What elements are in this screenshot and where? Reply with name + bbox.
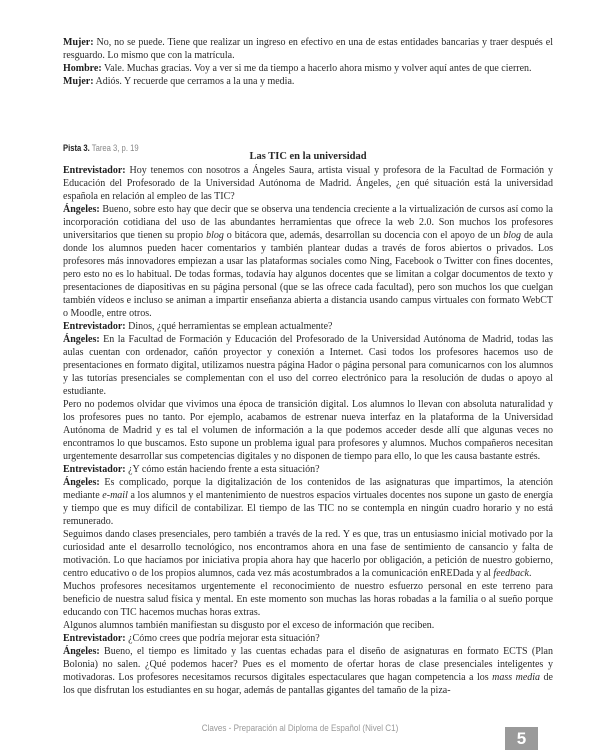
paragraph [63,320,553,333]
speaker-label: Mujer: [63,76,94,87]
paragraph [63,645,553,697]
paragraph-text: Vale. Muchas gracias. Voy a ver si me da tiempo a hacerlo ahora mismo y volver aquí antes de que cierren. [101,63,532,74]
transcript-body [63,164,553,697]
speaker-label: Ángeles: [63,646,100,657]
paragraph-text: ¿Cómo crees que podría mejorar esta situación? [125,633,320,644]
paragraph-text: Muchos profesores necesitamos urgentemente el reconocimiento de nuestro esfuerzo personal en este terreno para beneficio de nuestra salud física y mental. En este momento son muchas las horas robadas a la familia o al sueño porque educando con TIC hacemos muchas horas extras. [63,581,553,618]
paragraph-text: No, no se puede. Tiene que realizar un ingreso en efectivo en una de estas entidades bancarias y traer después el resguardo. Lo mismo que con la matrícula. [63,37,553,61]
speaker-label: Entrevistador: [63,633,126,644]
speaker-label: Ángeles: [63,477,100,488]
paragraph [63,164,553,203]
paragraph-text: Dinos, ¿qué herramientas se emplean actualmente? [125,321,333,332]
paragraph [63,62,553,75]
paragraph-text: Algunos alumnos también manifiestan su disgusto por el exceso de información que reciben. [63,620,435,631]
speaker-label: Entrevistador: [63,464,126,475]
page-number: 5 [505,727,538,750]
paragraph [63,398,553,463]
paragraph-text: En la Facultad de Formación y Educación del Profesorado de la Universidad Autónoma de Madrid, todas las aulas cuentan con ordenador, cañón proyector y conexión a Internet. Casi todos los profesores hacemos uso de presentaciones en formato digital, utilizamos nuestra página Hador o página personal para comunicarnos con los alumnos y las tutorías presenciales se complementan con el uso del correo electrónico para la resolución de dudas o apoyo al estudiante. [63,334,553,397]
paragraph [63,580,553,619]
paragraph-text: . [528,568,532,579]
paragraph-text: Bueno, sobre esto hay que decir que se observa una tendencia creciente a la virtualización de cursos así como la incorporación cotidiana del uso de las abundantes herramientas que ofrece la web 2.0. Son muchos los profesores universitarios que tienen su propio [63,204,553,241]
paragraph-text: ¿Y cómo están haciendo frente a esta situación? [125,464,320,475]
track-reference: Tarea 3, p. 19 [91,143,139,153]
speaker-label: Ángeles: [63,334,100,345]
paragraph-text: Hoy tenemos con nosotros a Ángeles Saura, artista visual y profesora de la Facultad de Formación y Educación del Profesorado de la Universidad Autónoma de Madrid. Ángeles, ¿en qué situación está la universidad española en relación al empleo de las TIC? [63,165,553,202]
speaker-label: Entrevistador: [63,321,126,332]
paragraph [63,476,553,528]
speaker-label: Hombre: [63,63,102,74]
italic-term: e-mail [102,490,128,501]
previous-dialogue [63,36,553,88]
speaker-label: Mujer: [63,37,94,48]
italic-term: feedback [493,568,529,579]
speaker-label: Ángeles: [63,204,100,215]
paragraph [63,75,553,88]
footer-text: Claves - Preparación al Diploma de Español (Nivel C1) [201,723,399,734]
italic-term: mass media [492,672,541,683]
italic-term: blog [503,230,521,241]
paragraph-text: Bueno, el tiempo es limitado y las cuentas echadas para el diseño de asignaturas en formato ECTS (Plan Bolonia) no salen. ¿Qué podemos hacer? Pues es el momento de ofertar horas de clase presenciales inteligentes y motivadoras. Los profesores necesitamos recursos digitales espectaculares que hagan competencia a los [63,646,553,683]
paragraph-text: Pero no podemos olvidar que vivimos una época de transición digital. Los alumnos lo llevan con absoluta naturalidad y los profesores pues no tanto. Por ejemplo, acabamos de estrenar nueva interfaz en la plataforma de la Universidad Autónoma de Madrid y es tal el volumen de información a la que podemos acceder desde allí que algunas veces no encontramos lo que buscamos. Esto supone un problema igual para profesores y alumnos. Muchos compañeros necesitan urgentemente desarrollar sus competencias digitales y no disponen de tiempo para ello, lo que les causa bastante estrés. [63,399,553,462]
track-label: Pista 3. [63,143,90,153]
paragraph-text: de aula donde los alumnos pueden hacer comentarios y también plantear dudas a través de foros abiertos o privados. Los profesores más innovadores empiezan a usar las plataformas sociales como Ning, Facebook o Twitter con fines docentes, pero esto no es lo habitual. De todas formas, todavía hay algunos docentes que se limitan a colgar documentos de texto y presentaciones de diapositivas en su página personal (que se las ofrece cada facultad), pero son muchos los que cuelgan también vídeos e incluso se animan a impartir enseñanza abierta a distancia usando campus virtuales con formato WebCT o Moodle, entre otros. [63,230,553,319]
paragraph-text: a los alumnos y el mantenimiento de nuestros espacios virtuales docentes nos supone un gasto de energía y tiempo que es muy difícil de contabilizar. El tiempo de las TIC no se contempla en ningún cuadro horario y no está remunerado. [63,490,553,527]
paragraph [63,463,553,476]
paragraph [63,333,553,398]
paragraph [63,632,553,645]
paragraph-text: Seguimos dando clases presenciales, pero también a través de la red. Y es que, tras un entusiasmo inicial motivado por la curiosidad ante el desarrollo tecnológico, nos encontramos ahora en una fase de sentimiento de cansancio y falta de motivación. Lo que hacíamos por iniciativa propia ahora hay que hacerlo por obligación, a petición de nuestro gobierno, centro educativo o de los propios alumnos, cada vez más acostumbrados a la comunicación enREDada y al [63,529,553,579]
paragraph [63,528,553,580]
italic-term: blog [206,230,224,241]
paragraph [63,36,553,62]
paragraph [63,619,553,632]
transcript-title: Las TIC en la universidad [249,151,367,162]
paragraph-text: de los que disfrutan los estudiantes en su hogar, además de pantallas gigantes del tamaño de la piza- [63,672,553,696]
paragraph-text: o bitácora que, además, desarrollan su docencia con el apoyo de un [223,230,504,241]
paragraph-text: Es complicado, porque la digitalización de los contenidos de las asignaturas que impartimos, la atención mediante [63,477,553,501]
paragraph [63,203,553,320]
paragraph-text: Adiós. Y recuerde que cerramos a la una y media. [93,76,295,87]
speaker-label: Entrevistador: [63,165,126,176]
